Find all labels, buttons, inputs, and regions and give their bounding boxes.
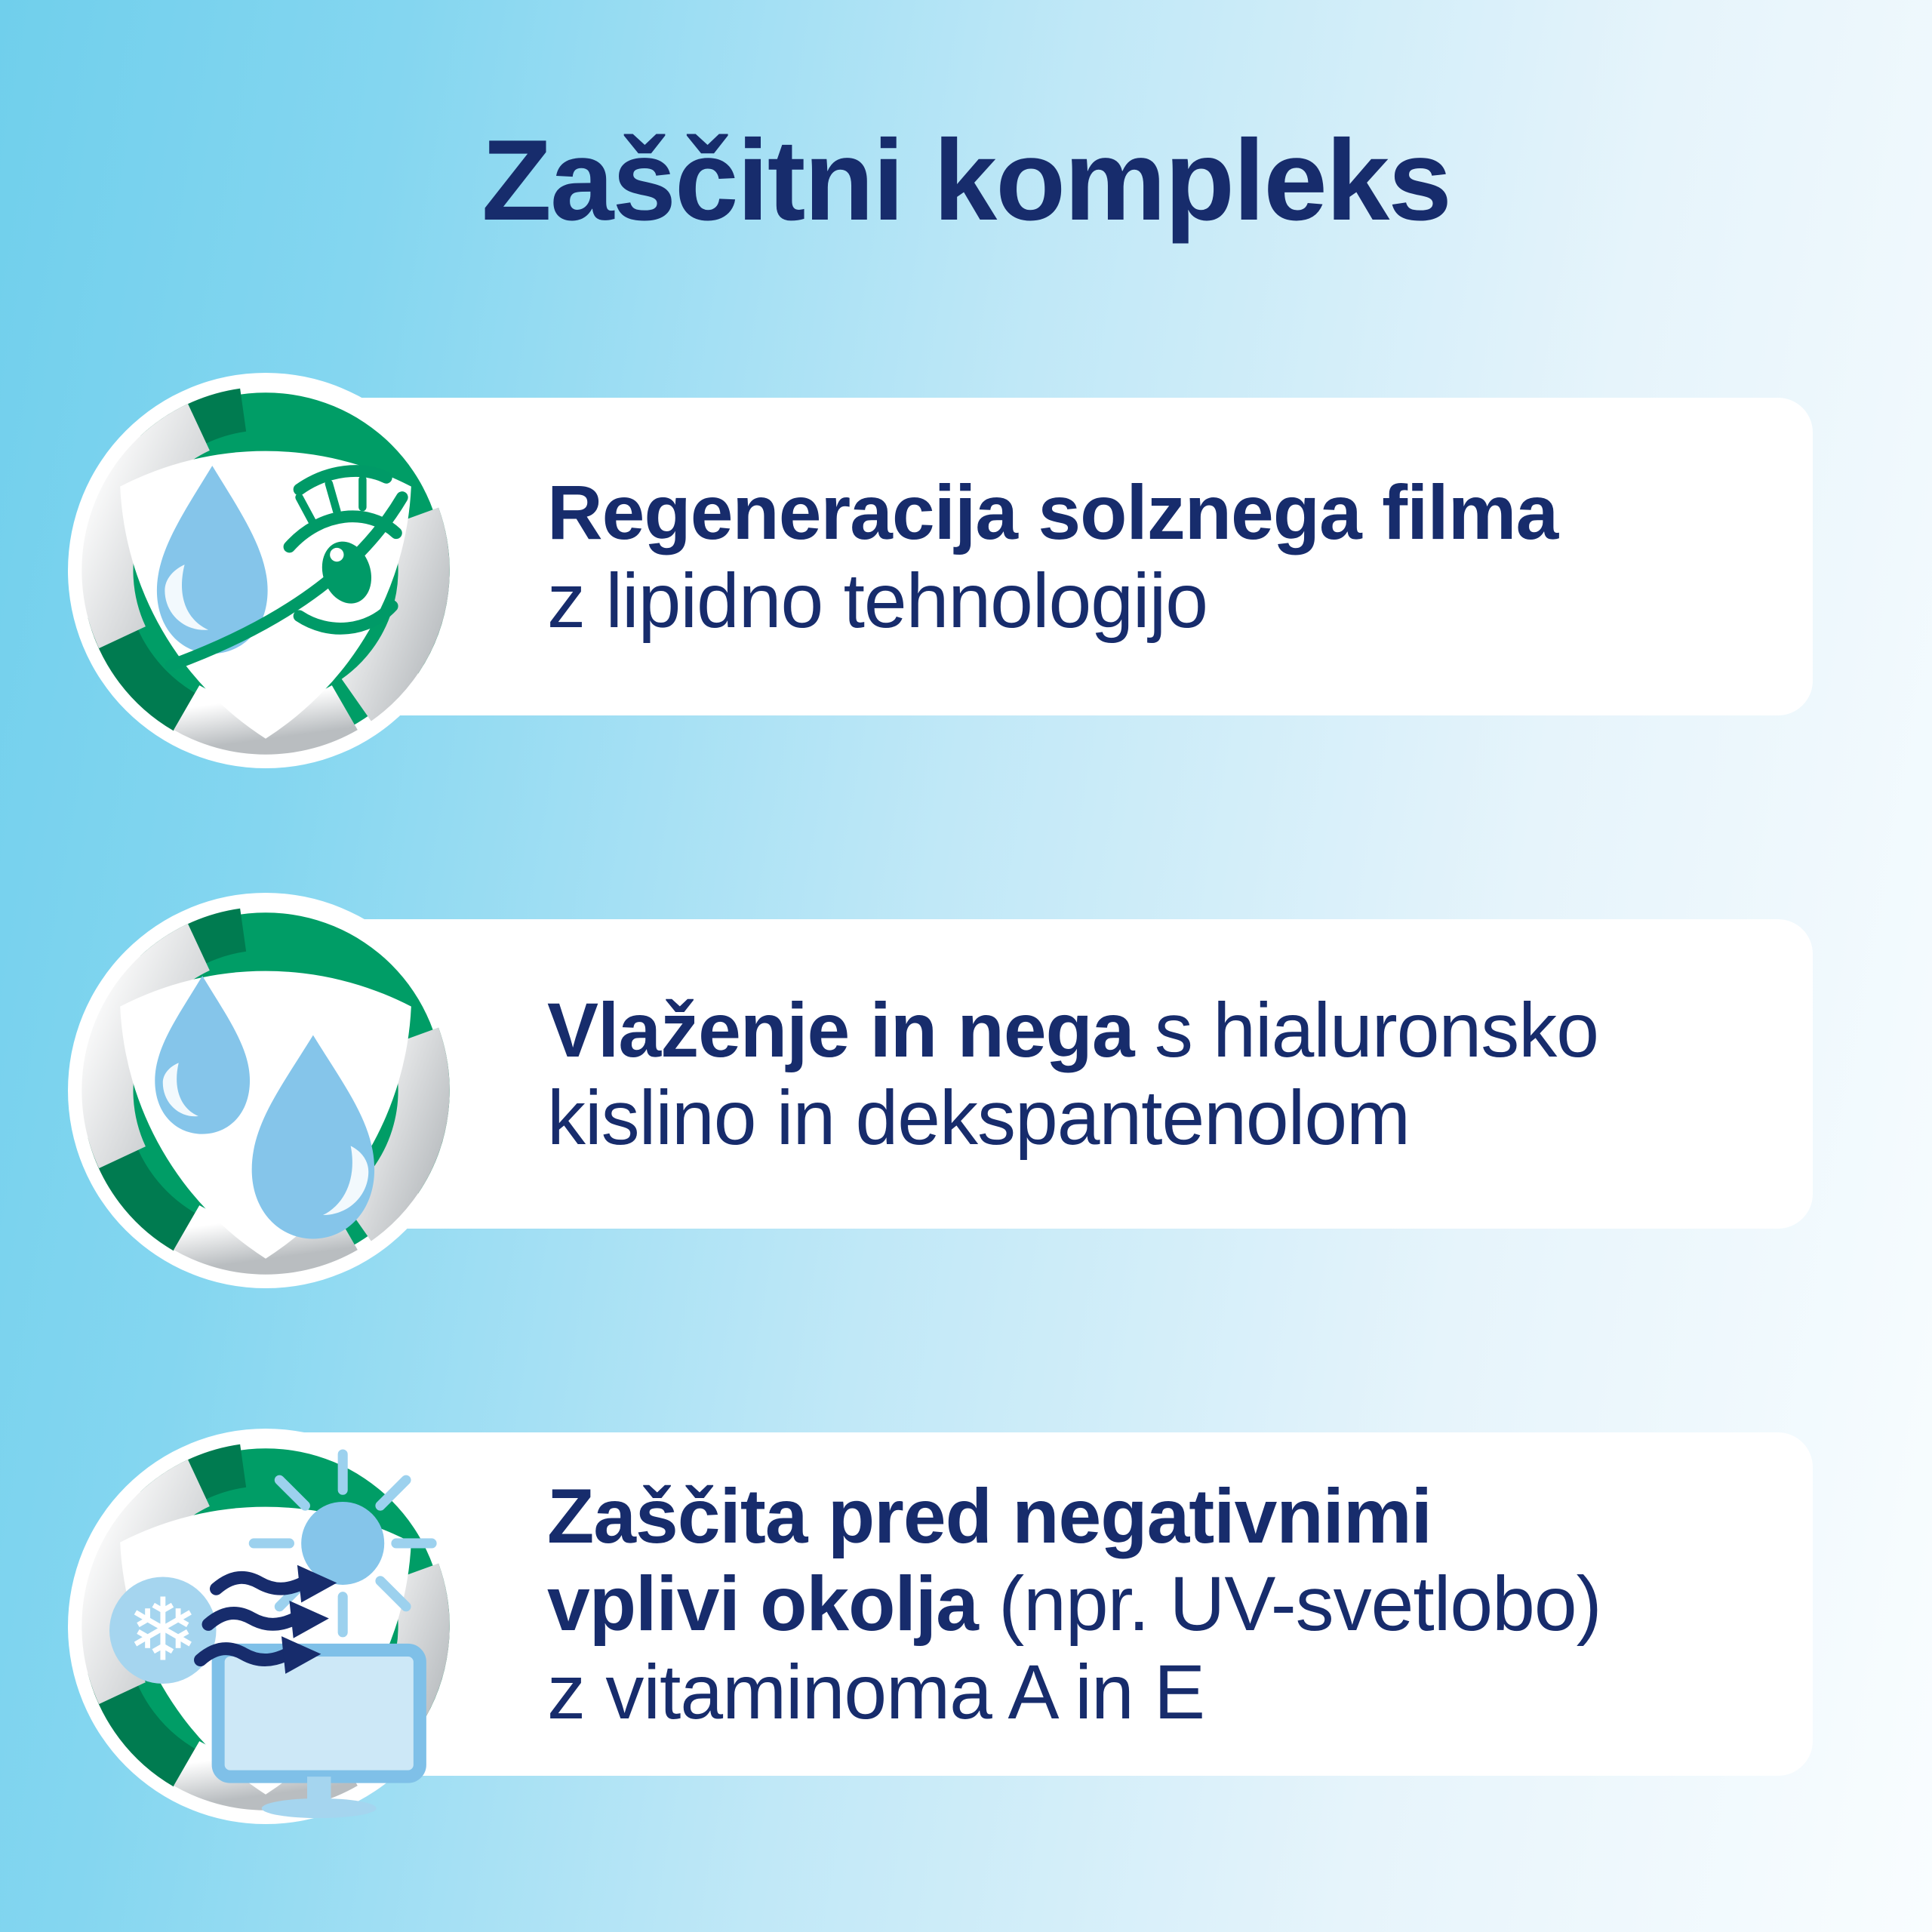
tear-film-eye-icon: [68, 373, 463, 768]
benefit-text-line: [547, 1472, 1775, 1560]
moisturizing-drops-icon: [68, 893, 463, 1288]
environmental-protection-icon: [68, 1429, 463, 1824]
benefit-card: [264, 398, 1813, 715]
benefit-text-regular: (npr. UV-svetlobo): [977, 1561, 1601, 1647]
benefit-text-bold: vplivi okolja: [547, 1561, 978, 1647]
benefit-text-bold: Regeneracija solznega filma: [547, 469, 1558, 556]
benefit-text-regular: z vitaminoma A in E: [547, 1648, 1205, 1735]
benefit-text-regular: s hialuronsko: [1134, 986, 1598, 1073]
benefit-text-line: [547, 557, 1775, 645]
benefit-card: [264, 919, 1813, 1229]
benefit-text-line: [547, 1648, 1775, 1736]
benefit-text-bold: Vlaženje in nega: [547, 986, 1134, 1073]
benefit-text-regular: kislino in dekspantenolom: [547, 1075, 1411, 1161]
benefit-text-bold: Zaščita pred negativnimi: [547, 1473, 1432, 1560]
page-title: Zaščitni kompleks: [481, 116, 1451, 245]
benefit-text-line: [547, 469, 1775, 556]
benefit-text-line: [547, 1560, 1775, 1647]
benefit-text-line: [547, 986, 1775, 1074]
benefit-card: [264, 1432, 1813, 1776]
benefit-text-regular: z lipidno tehnologijo: [547, 557, 1208, 644]
benefit-text-line: [547, 1074, 1775, 1161]
svg-text:❄: ❄: [126, 1580, 200, 1681]
